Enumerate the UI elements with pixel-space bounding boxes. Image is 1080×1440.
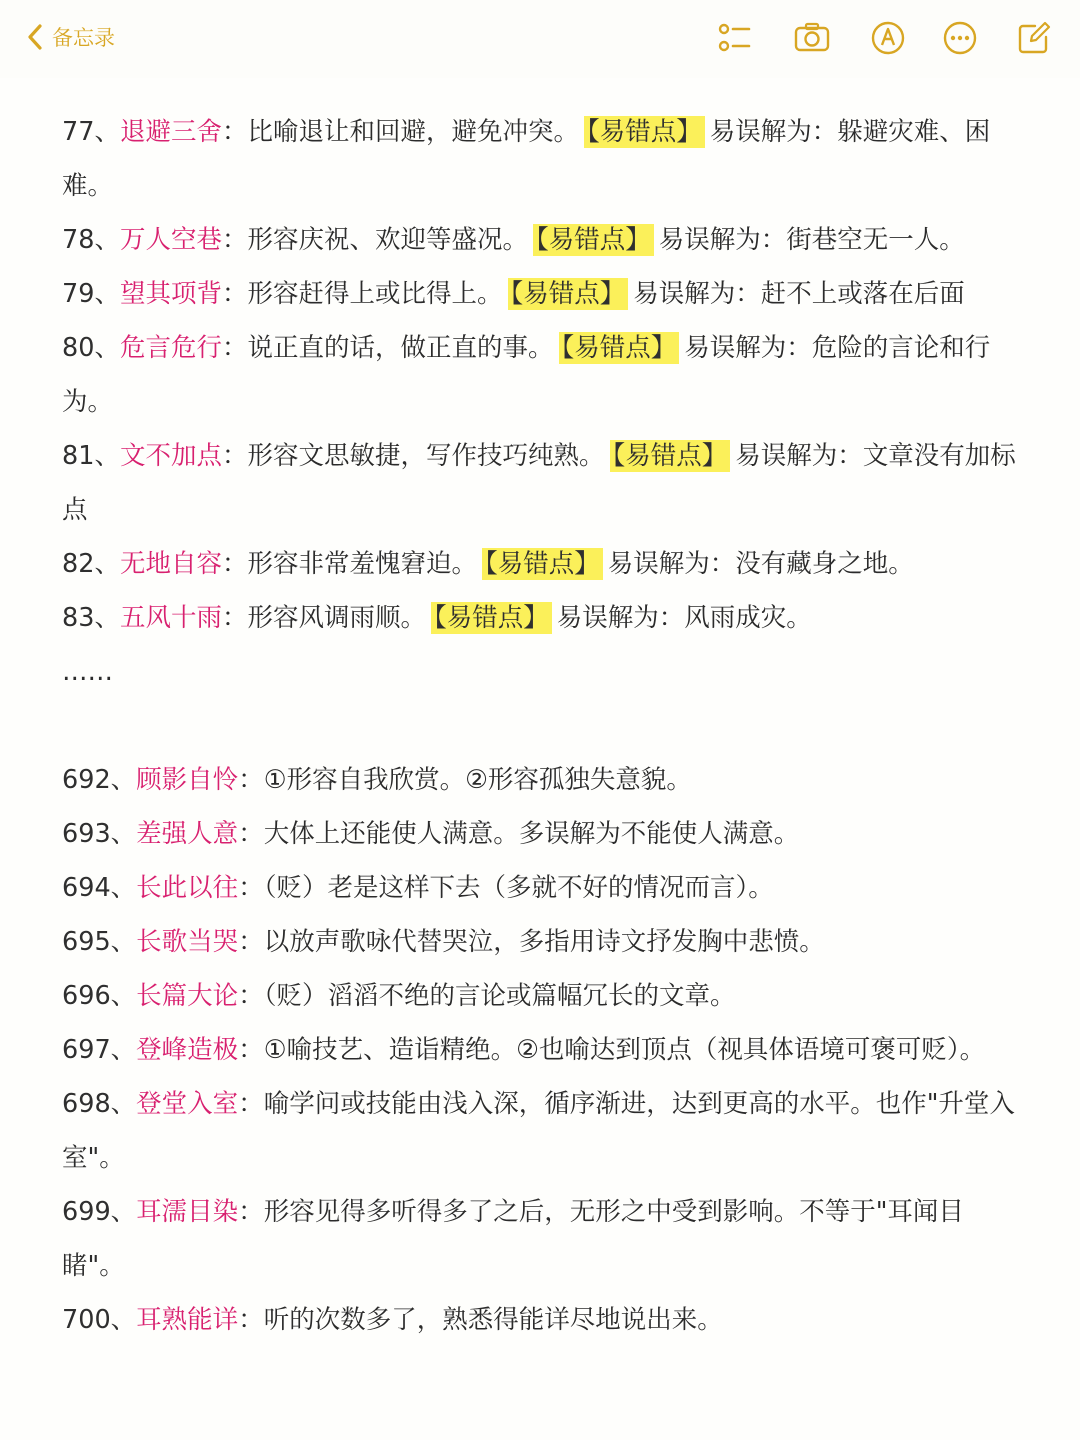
idiom-term: 危言危行 xyxy=(119,333,222,363)
entry-number: 81、 xyxy=(62,441,120,471)
idiom-definition: 听的次数多了，熟悉得能详尽地说出来。 xyxy=(263,1305,723,1335)
entry-number: 693、 xyxy=(62,819,137,849)
idiom-definition: 以放声歌咏代替哭泣，多指用诗文抒发胸中悲愤。 xyxy=(263,927,825,957)
note-entry-693 xyxy=(62,807,1022,861)
note-entry-83 xyxy=(62,591,1022,645)
entry-separator: ： xyxy=(238,1305,264,1335)
entry-separator: ： xyxy=(238,819,264,849)
idiom-definition: 说正直的话，做正直的事。 xyxy=(247,333,554,363)
entry-number: 78、 xyxy=(62,225,120,255)
entry-separator: ： xyxy=(238,1089,264,1119)
note-entry-78 xyxy=(62,213,1022,267)
note-entry-694 xyxy=(62,861,1022,915)
checklist-icon xyxy=(715,19,753,57)
entry-number: 700、 xyxy=(62,1305,137,1335)
note-entry-699 xyxy=(62,1185,1022,1293)
ellipsis: …… xyxy=(62,657,113,687)
entry-number: 698、 xyxy=(62,1089,137,1119)
error-point-tag: 【易错点】 xyxy=(533,224,654,256)
entry-number: 82、 xyxy=(62,549,120,579)
entry-separator: ： xyxy=(221,279,248,309)
compose-button[interactable] xyxy=(1014,19,1054,57)
entry-separator: ： xyxy=(238,765,264,795)
misunderstanding-note: 易误解为：躲避灾难、困难。 xyxy=(62,117,991,201)
navigation-bar xyxy=(0,0,1080,78)
entry-separator: ： xyxy=(238,1035,264,1065)
entry-separator: ： xyxy=(238,981,264,1011)
idiom-term: 登峰造极 xyxy=(136,1035,239,1065)
markup-button[interactable] xyxy=(868,19,908,57)
entry-separator: ： xyxy=(238,873,264,903)
idiom-definition: ①喻技艺、造诣精绝。②也喻达到顶点（视具体语境可褒可贬）。 xyxy=(263,1035,986,1065)
idiom-definition: 大体上还能使人满意。多误解为不能使人满意。 xyxy=(263,819,800,849)
idiom-term: 长歌当哭 xyxy=(136,927,239,957)
idiom-term: 无地自容 xyxy=(119,549,222,579)
idiom-definition: 形容见得多听得多了之后，无形之中受到影响。不等于"耳闻目睹"。 xyxy=(62,1197,964,1281)
note-body[interactable] xyxy=(62,105,1022,1347)
note-entry-80 xyxy=(62,321,1022,429)
entry-separator: ： xyxy=(221,549,248,579)
note-entry-79 xyxy=(62,267,1022,321)
error-point-tag: 【易错点】 xyxy=(610,440,731,472)
entry-number: 79、 xyxy=(62,279,120,309)
entry-number: 80、 xyxy=(62,333,120,363)
entry-number: 83、 xyxy=(62,603,120,633)
idiom-definition: 形容庆祝、欢迎等盛况。 xyxy=(247,225,528,255)
idiom-definition: （贬）老是这样下去（多就不好的情况而言）。 xyxy=(263,873,774,903)
idiom-term: 五风十雨 xyxy=(119,603,222,633)
note-entry-692 xyxy=(62,753,1022,807)
entry-separator: ： xyxy=(221,117,248,147)
entry-number: 697、 xyxy=(62,1035,137,1065)
note-entry-698 xyxy=(62,1077,1022,1185)
entry-number: 695、 xyxy=(62,927,137,957)
note-entry-696 xyxy=(62,969,1022,1023)
entry-number: 694、 xyxy=(62,873,137,903)
camera-icon xyxy=(793,19,831,57)
idiom-term: 长此以往 xyxy=(136,873,239,903)
entry-separator: ： xyxy=(238,1197,264,1227)
checklist-button[interactable] xyxy=(714,19,754,57)
error-point-tag: 【易错点】 xyxy=(508,278,629,310)
misunderstanding-note: 易误解为：风雨成灾。 xyxy=(556,603,812,633)
misunderstanding-note: 易误解为：没有藏身之地。 xyxy=(607,549,914,579)
idiom-term: 退避三舍 xyxy=(119,117,222,147)
note-entry-695 xyxy=(62,915,1022,969)
idiom-term: 望其项背 xyxy=(119,279,222,309)
error-point-tag: 【易错点】 xyxy=(482,548,603,580)
idiom-definition: 形容赶得上或比得上。 xyxy=(247,279,503,309)
error-point-tag: 【易错点】 xyxy=(431,602,552,634)
blank-line xyxy=(62,699,1022,753)
entry-separator: ： xyxy=(238,927,264,957)
idiom-term: 耳濡目染 xyxy=(136,1197,239,1227)
entry-number: 699、 xyxy=(62,1197,137,1227)
misunderstanding-note: 易误解为：赶不上或落在后面 xyxy=(633,279,965,309)
idiom-term: 长篇大论 xyxy=(136,981,239,1011)
idiom-term: 万人空巷 xyxy=(119,225,222,255)
note-entry-82 xyxy=(62,537,1022,591)
idiom-term: 登堂入室 xyxy=(136,1089,239,1119)
idiom-term: 顾影自怜 xyxy=(136,765,239,795)
idiom-term: 耳熟能详 xyxy=(136,1305,239,1335)
misunderstanding-note: 易误解为：街巷空无一人。 xyxy=(658,225,965,255)
more-icon xyxy=(941,19,979,57)
idiom-definition: 形容风调雨顺。 xyxy=(247,603,426,633)
note-entry-697 xyxy=(62,1023,1022,1077)
note-entry-77 xyxy=(62,105,1022,213)
idiom-definition: 喻学问或技能由浅入深，循序渐进，达到更高的水平。也作"升堂入室"。 xyxy=(62,1089,1015,1173)
more-button[interactable] xyxy=(940,19,980,57)
idiom-term: 差强人意 xyxy=(136,819,239,849)
camera-button[interactable] xyxy=(792,19,832,57)
error-point-tag: 【易错点】 xyxy=(584,116,705,148)
entry-number: 692、 xyxy=(62,765,137,795)
back-label: 备忘录 xyxy=(52,26,115,50)
note-entry-700 xyxy=(62,1293,1022,1347)
back-button[interactable] xyxy=(26,20,115,54)
entry-separator: ： xyxy=(221,441,248,471)
idiom-definition: 比喻退让和回避，避免冲突。 xyxy=(247,117,579,147)
idiom-definition: ①形容自我欣赏。②形容孤独失意貌。 xyxy=(263,765,692,795)
markup-icon xyxy=(869,19,907,57)
entry-separator: ： xyxy=(221,333,248,363)
misunderstanding-note: 易误解为：危险的言论和行为。 xyxy=(62,333,991,417)
entry-number: 77、 xyxy=(62,117,120,147)
entry-separator: ： xyxy=(221,225,248,255)
idiom-definition: 形容非常羞愧窘迫。 xyxy=(247,549,477,579)
chevron-left-icon xyxy=(26,22,44,52)
idiom-definition: （贬）滔滔不绝的言论或篇幅冗长的文章。 xyxy=(263,981,736,1011)
misunderstanding-note: 易误解为：文章没有加标点 xyxy=(62,441,1016,525)
note-entry-81 xyxy=(62,429,1022,537)
idiom-definition: 形容文思敏捷，写作技巧纯熟。 xyxy=(247,441,605,471)
error-point-tag: 【易错点】 xyxy=(559,332,680,364)
entry-separator: ： xyxy=(221,603,248,633)
idiom-term: 文不加点 xyxy=(119,441,222,471)
entry-number: 696、 xyxy=(62,981,137,1011)
compose-icon xyxy=(1015,19,1053,57)
